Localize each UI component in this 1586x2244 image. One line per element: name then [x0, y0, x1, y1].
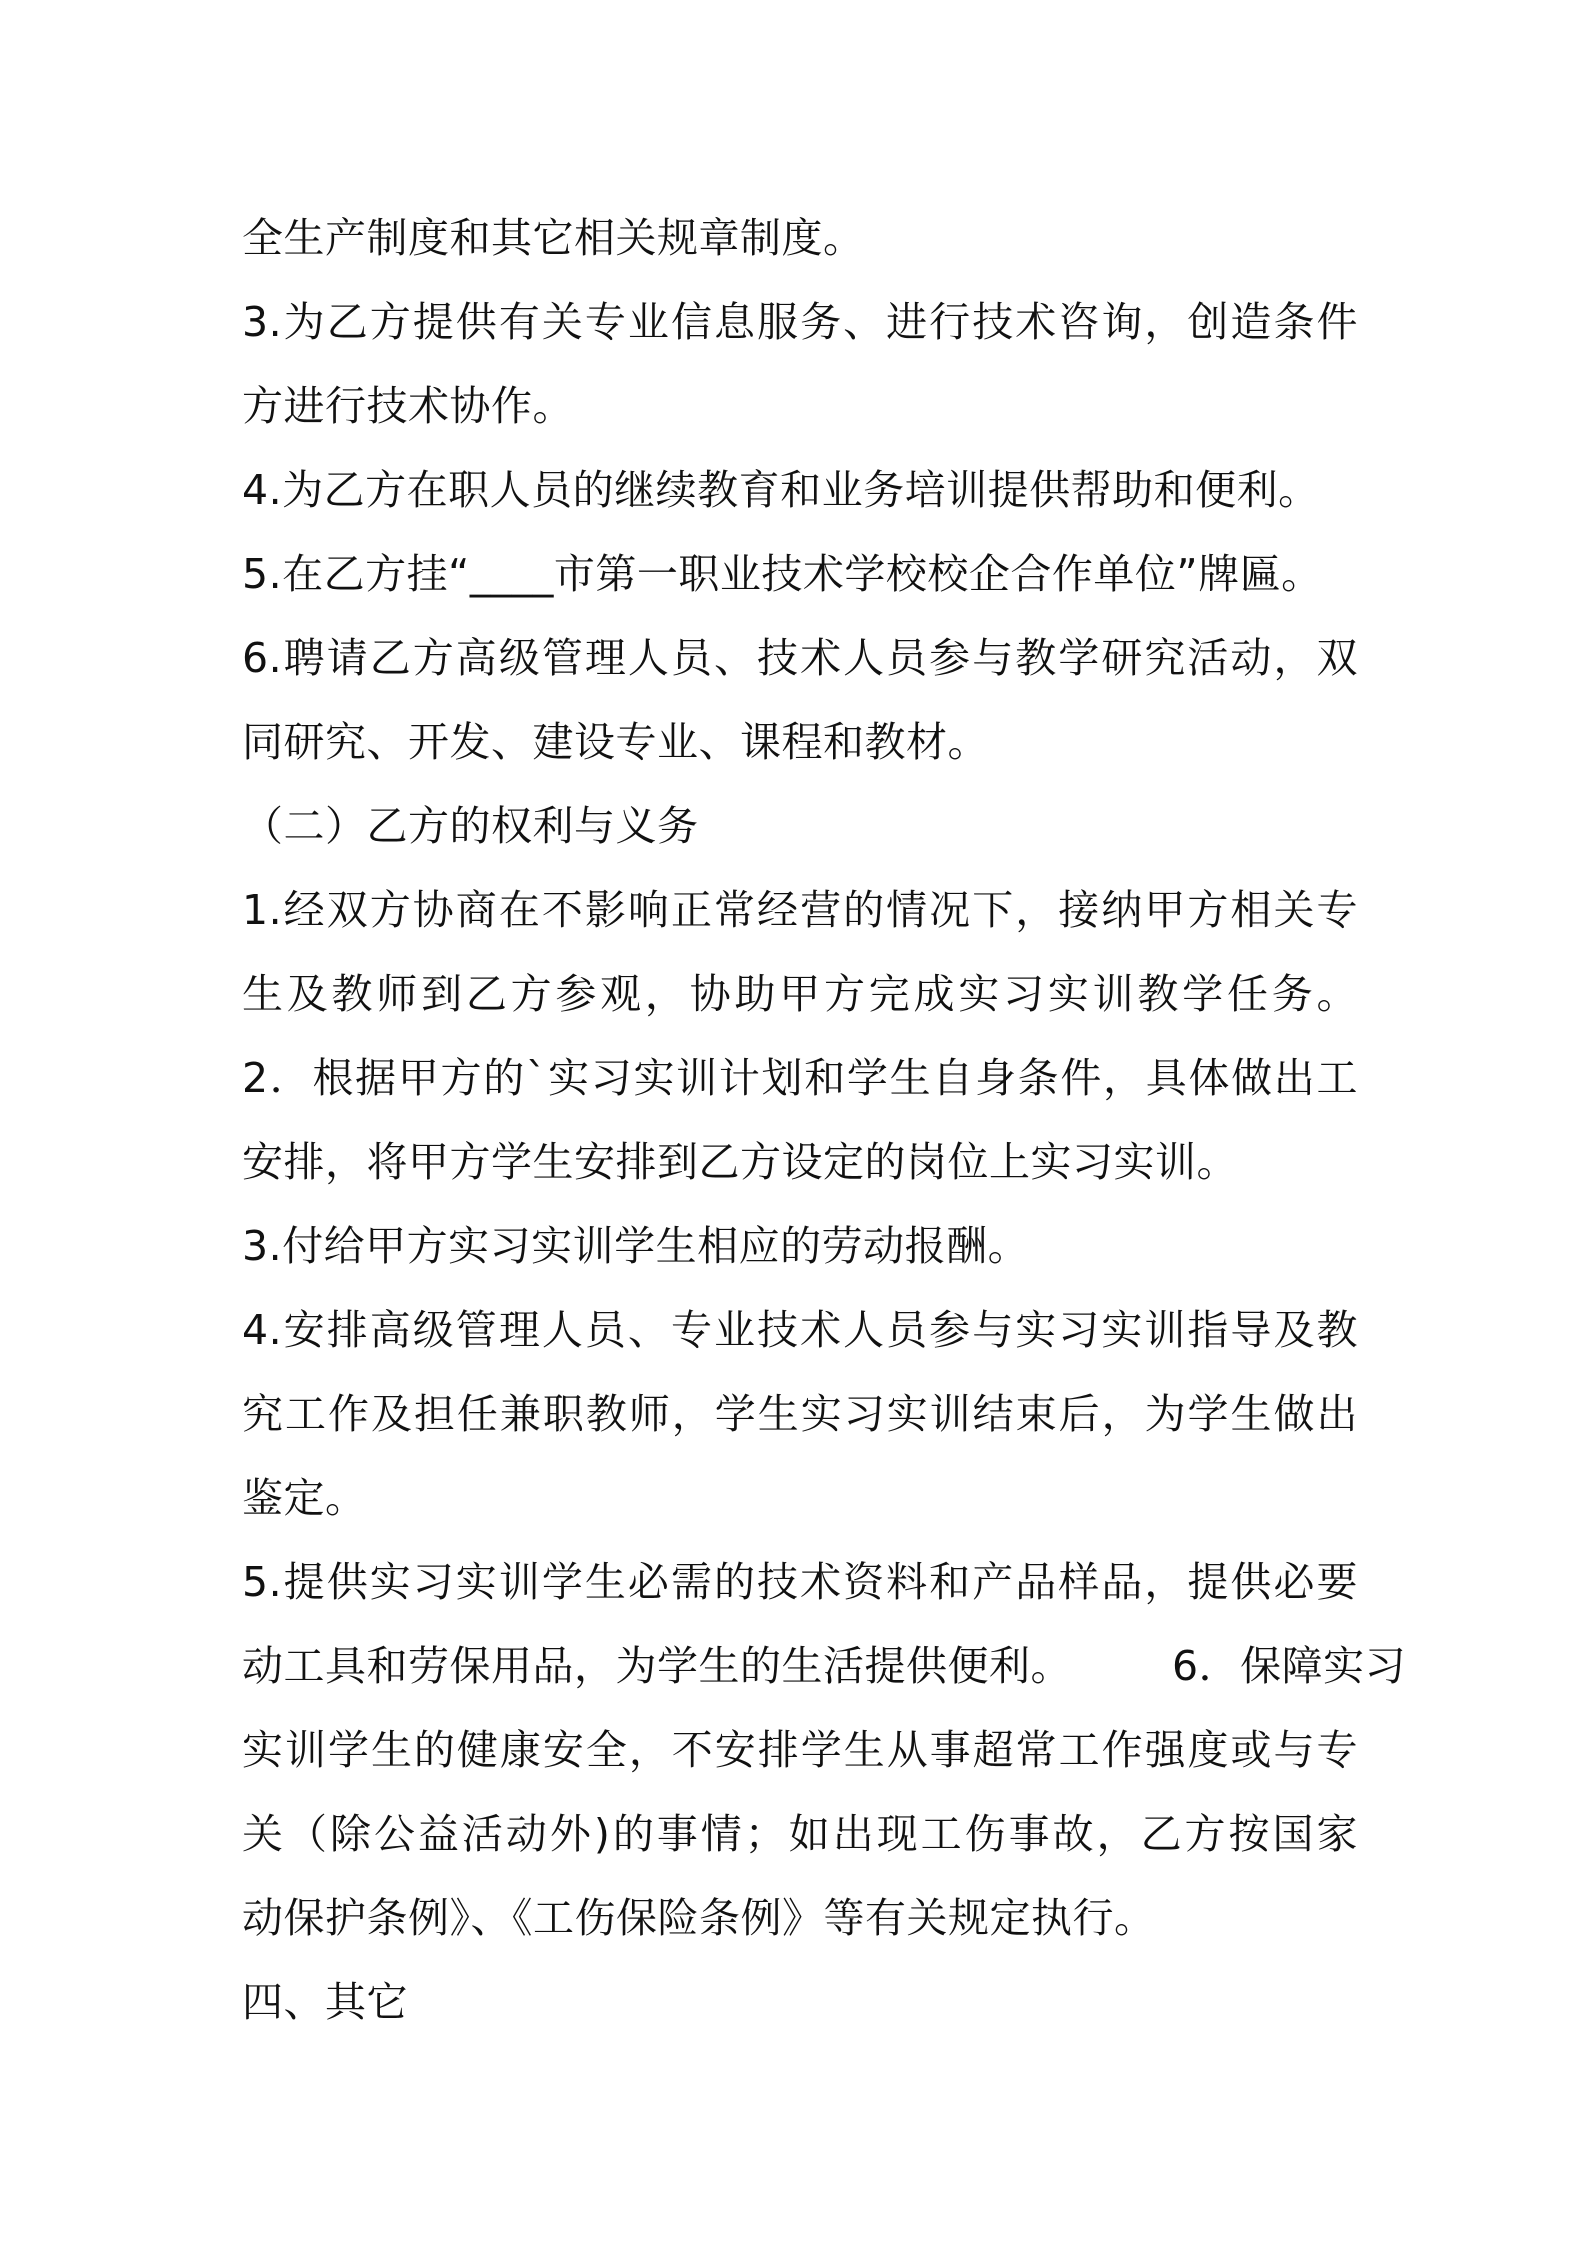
text-line: 究工作及担任兼职教师，学生实习实训结束后，为学生做出 [242, 1390, 1358, 1438]
text-line: 4.为乙方在职人员的继续教育和业务培训提供帮助和便利。 [242, 466, 1320, 514]
text-line: 动保护条例》、《工伤保险条例》等有关规定执行。 [242, 1894, 1156, 1942]
text-line: 6.聘请乙方高级管理人员、技术人员参与教学研究活动，双 [242, 634, 1358, 682]
text-line: 1.经双方协商在不影响正常经营的情况下，接纳甲方相关专 [242, 886, 1358, 934]
text-line: 全生产制度和其它相关规章制度。 [242, 214, 865, 262]
section-heading: 四、其它 [242, 1978, 408, 2026]
text-line: 3.为乙方提供有关专业信息服务、进行技术咨询，创造条件 [242, 298, 1358, 346]
text-line: 方进行技术协作。 [242, 382, 574, 430]
text-line: 鉴定。 [242, 1474, 367, 1522]
section-heading: （二）乙方的权利与义务 [242, 802, 699, 850]
text-line: 3.付给甲方实习实训学生相应的劳动报酬。 [242, 1222, 1030, 1270]
text-line: 4.安排高级管理人员、专业技术人员参与实习实训指导及教 [242, 1306, 1358, 1354]
document-page [242, 196, 1407, 2044]
text-line: 实训学生的健康安全，不安排学生从事超常工作强度或与专 [242, 1726, 1358, 1774]
text-segment: 动工具和劳保用品，为学生的生活提供便利。 [242, 1642, 1072, 1690]
text-line [242, 1624, 1407, 1708]
text-line: 生及教师到乙方参观，协助甲方完成实习实训教学任务。 [242, 970, 1358, 1018]
text-segment: 6．保障实习 [1172, 1642, 1407, 1690]
text-line: 关（除公益活动外)的事情；如出现工伤事故，乙方按国家 [242, 1810, 1358, 1858]
text-line: 同研究、开发、建设专业、课程和教材。 [242, 718, 989, 766]
text-line: 安排，将甲方学生安排到乙方设定的岗位上实习实训。 [242, 1138, 1238, 1186]
text-line: 5.在乙方挂“____市第一职业技术学校校企合作单位”牌匾。 [242, 550, 1323, 598]
text-line: 5.提供实习实训学生必需的技术资料和产品样品，提供必要 [242, 1558, 1358, 1606]
text-line: 2．根据甲方的`实习实训计划和学生自身条件，具体做出工 [242, 1054, 1358, 1102]
